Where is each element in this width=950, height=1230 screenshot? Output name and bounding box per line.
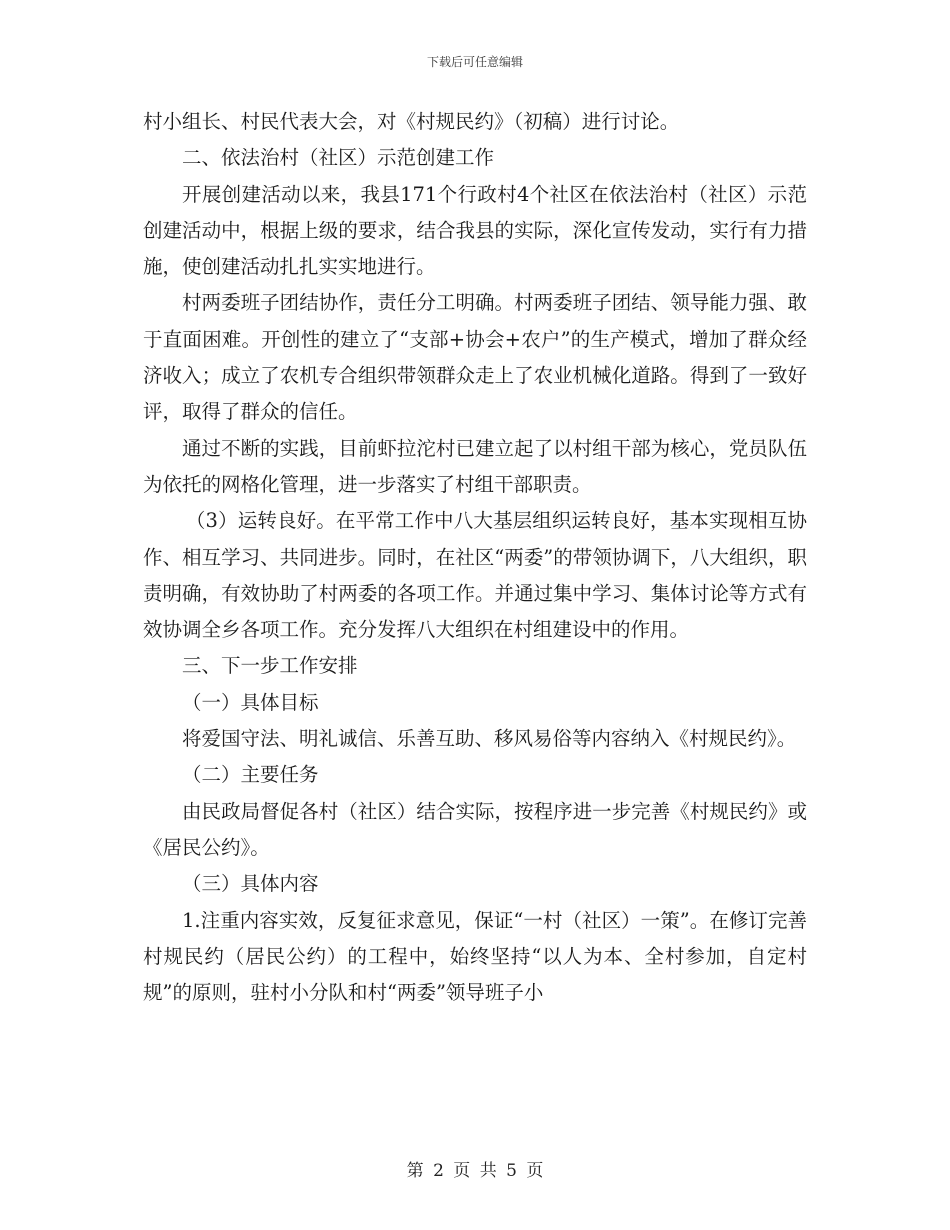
paragraph: 将爱国守法、明礼诚信、乐善互助、移风易俗等内容纳入《村规民约》。 [182, 727, 797, 751]
section-heading-2: 二、依法治村（社区）示范创建工作 [182, 146, 495, 170]
subsection-heading: （二）主要任务 [182, 763, 319, 787]
paragraph: 村两委班子团结协作，责任分工明确。村两委班子团结、领导能力强、敢于直面困难。开创性的建立了“支部+协会+农户”的生产模式，增加了群众经济收入；成立了农机专合组织带领群众走上了农业机械化道路。得到了一致好评，取得了群众的信任。 [143, 291, 807, 424]
paragraph: 开展创建活动以来，我县171个行政村4个社区在依法治村（社区）示范创建活动中，根据上级的要求，结合我县的实际，深化宣传发动，实行有力措施，使创建活动扎扎实实地进行。 [143, 182, 807, 279]
paragraph-continuation: 村小组长、村民代表大会，对《村规民约》（初稿）进行讨论。 [143, 110, 680, 133]
paragraph: （3）运转良好。在平常工作中八大基层组织运转良好，基本实现相互协作、相互学习、共同进步。同时，在社区“两委”的带领协调下，八大组织，职责明确，有效协助了村两委的各项工作。并通过集中学习、集体讨论等方式有效协调全乡各项工作。充分发挥八大组织在村组建设中的作用。 [143, 509, 807, 642]
section-heading-3: 三、下一步工作安排 [182, 654, 358, 678]
paragraph: 1.注重内容实效，反复征求意见，保证“一村（社区）一策”。在修订完善村规民约（居民公约）的工程中，始终坚持“以人为本、全村参加，自定村规”的原则，驻村小分队和村“两委”领导班子小 [143, 908, 807, 1005]
document-body [143, 104, 807, 1011]
subsection-heading: （一）具体目标 [182, 690, 319, 714]
paragraph: 由民政局督促各村（社区）结合实际，按程序进一步完善《村规民约》或《居民公约》。 [143, 799, 807, 859]
paragraph: 通过不断的实践，目前虾拉沱村已建立起了以村组干部为核心，党员队伍为依托的网格化管理，进一步落实了村组干部职责。 [143, 436, 807, 496]
page-header: 下载后可任意编辑 [426, 55, 523, 69]
subsection-heading: （三）具体内容 [182, 872, 319, 896]
page-footer: 第 2 页 共 5 页 [406, 1161, 544, 1181]
